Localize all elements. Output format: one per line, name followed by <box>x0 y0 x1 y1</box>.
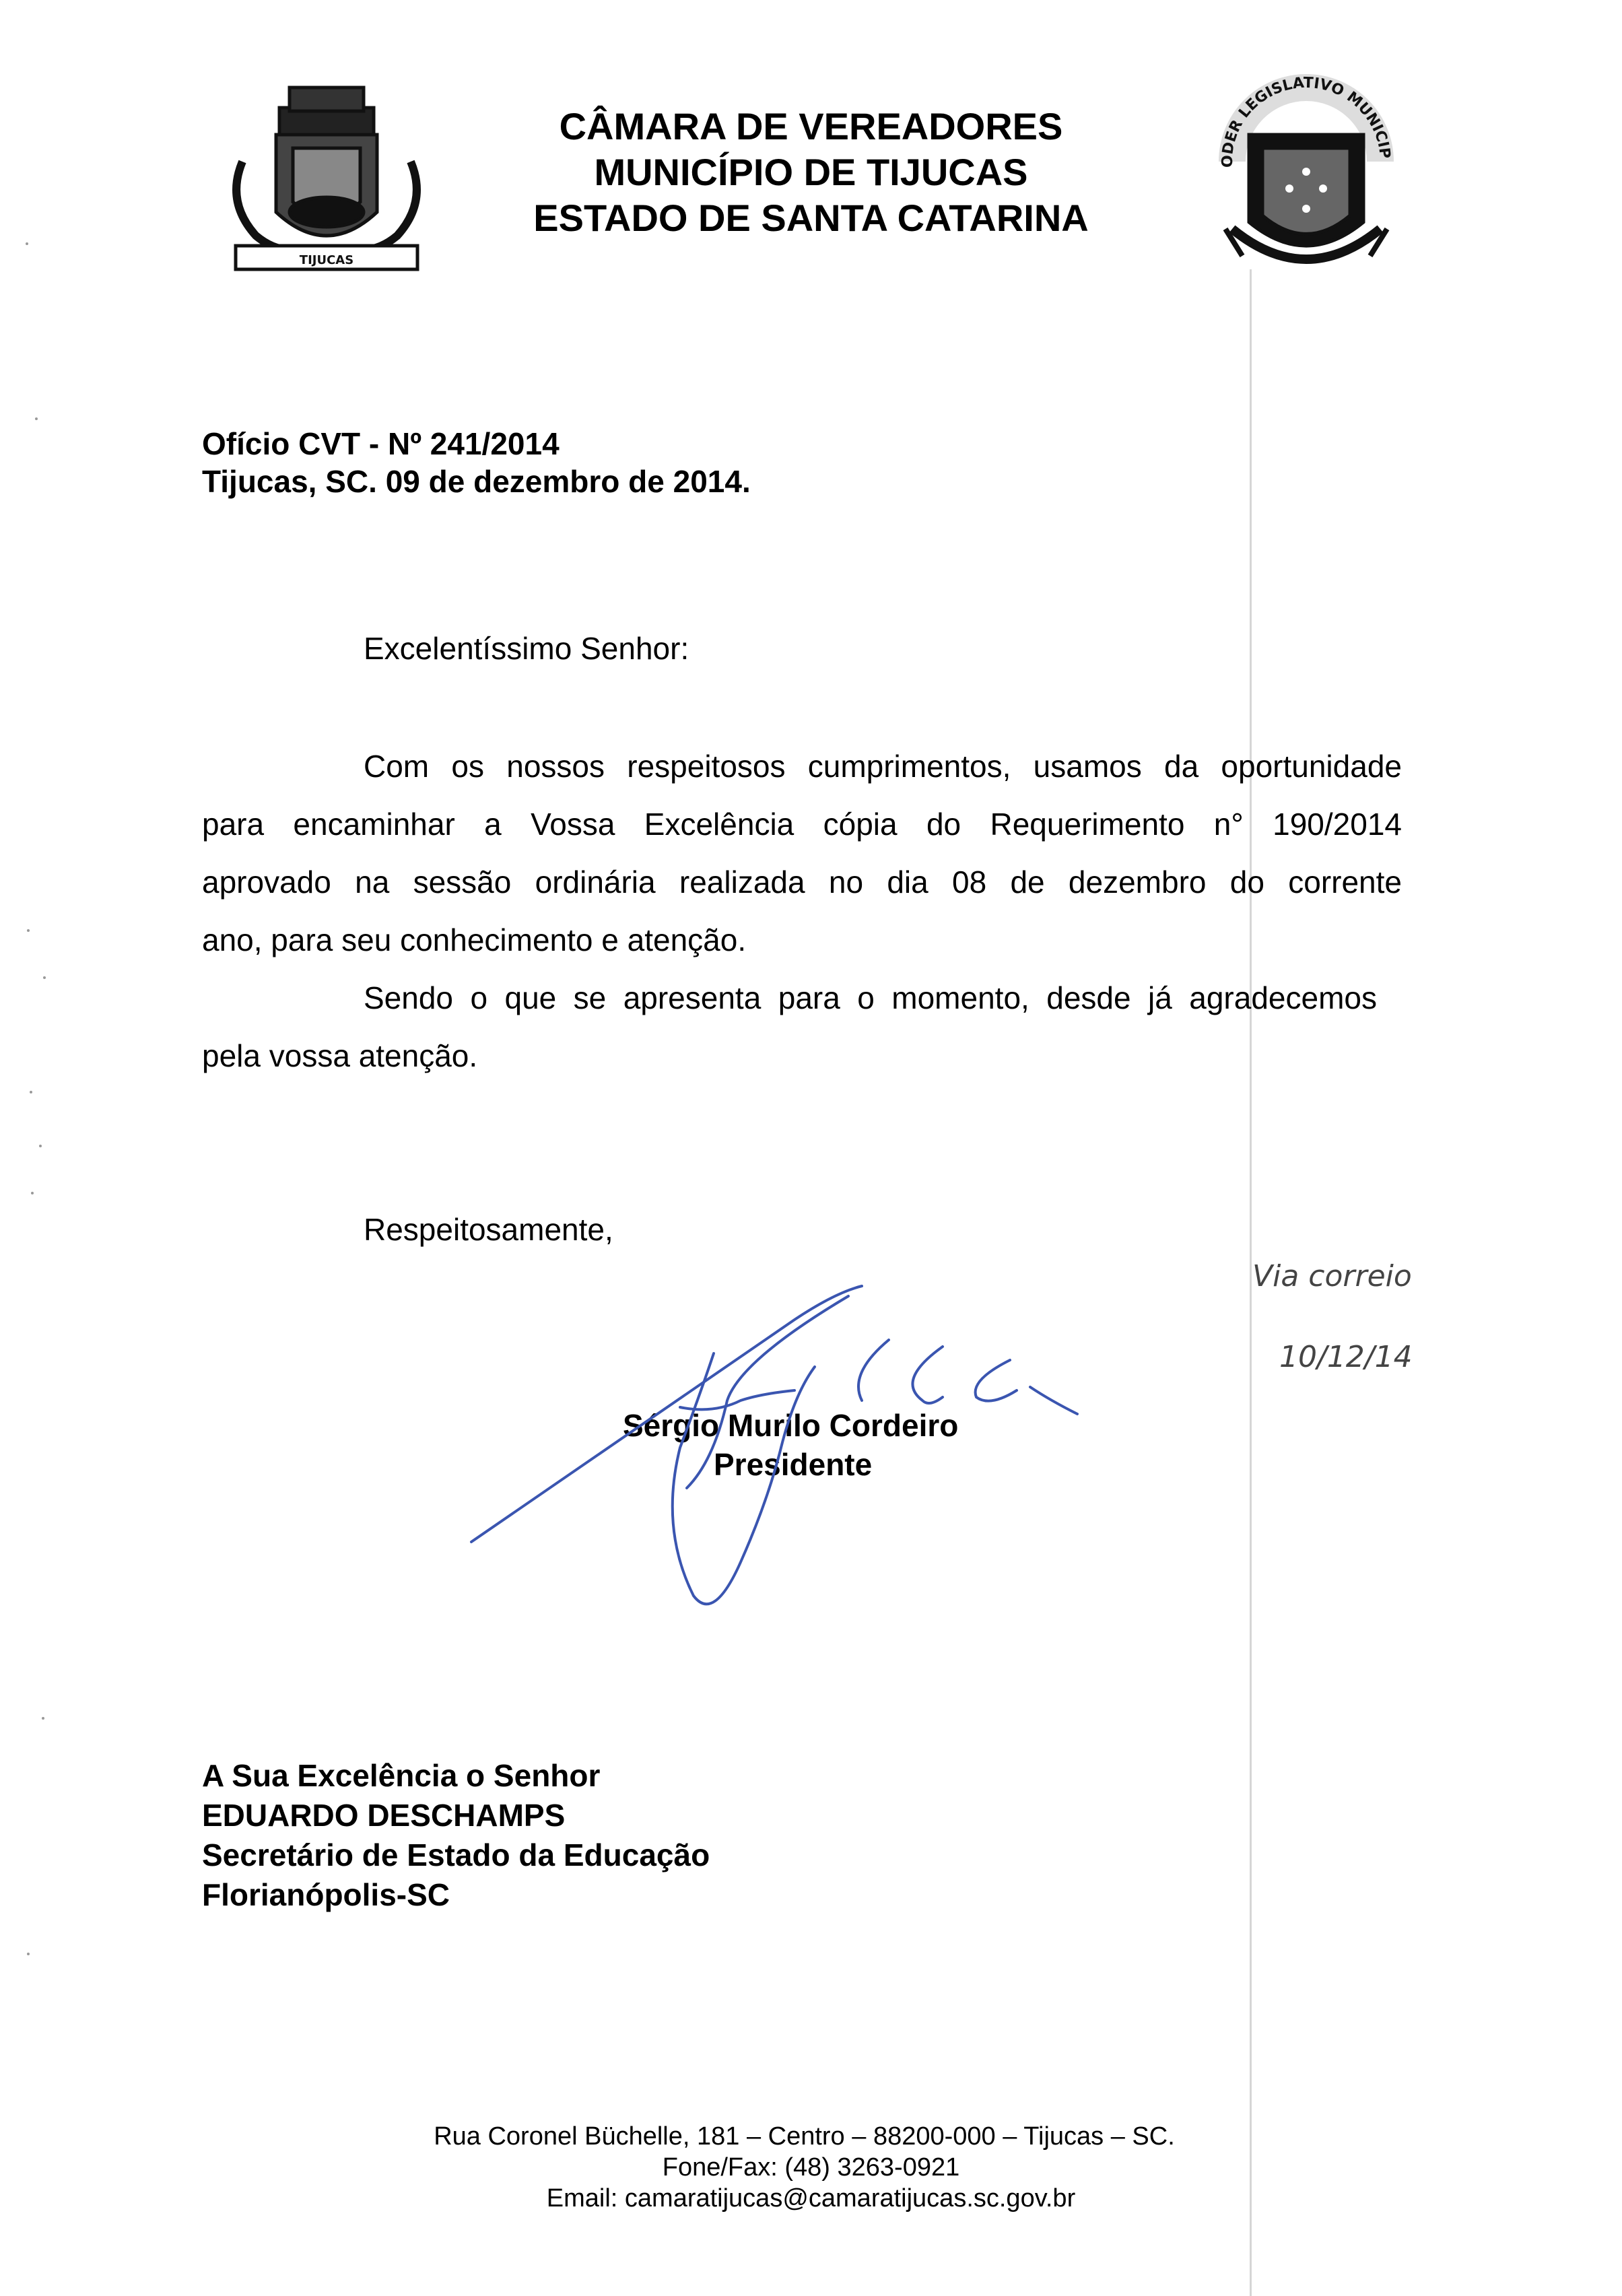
handwritten-note-line-1: Via correio <box>1252 1259 1412 1293</box>
oficio-number: Ofício CVT - Nº 241/2014 <box>202 426 560 461</box>
closing: Respeitosamente, <box>364 1212 613 1247</box>
svg-text:PODER LEGISLATIVO MUNICIPAL: ODER LEGISLATIVO MUNICIP <box>1219 74 1393 168</box>
handwritten-signature <box>458 1246 1131 1623</box>
recipient-line-1: A Sua Excelência o Senhor <box>202 1758 601 1793</box>
header-title-line-2: MUNICÍPIO DE TIJUCAS <box>594 151 1028 193</box>
paragraph-1-line-4: ano, para seu conhecimento e atenção. <box>202 922 747 957</box>
recipient-position: Secretário de Estado da Educação <box>202 1837 710 1872</box>
legislative-seal <box>1205 61 1407 283</box>
scan-fold-line <box>1250 269 1252 2296</box>
paragraph-1-line-1: Com os nossos respeitosos cumprimentos, usamos da oportunidade <box>364 749 1402 784</box>
recipient-city: Florianópolis-SC <box>202 1877 450 1912</box>
header-title-line-3: ESTADO DE SANTA CATARINA <box>533 197 1089 239</box>
footer-phone: Fone/Fax: (48) 3263-0921 <box>662 2153 960 2182</box>
paragraph-2-line-1: Sendo o que se apresenta para o momento, desde já agradecemos <box>364 980 1377 1015</box>
signer-title: Presidente <box>714 1447 873 1482</box>
recipient-name: EDUARDO DESCHAMPS <box>202 1798 566 1833</box>
svg-text:TIJUCAS: TIJUCAS <box>299 253 354 267</box>
header-title-line-1: CÂMARA DE VEREADORES <box>559 105 1063 147</box>
salutation: Excelentíssimo Senhor: <box>364 631 689 666</box>
signer-name: Sérgio Murilo Cordeiro <box>623 1408 959 1443</box>
paragraph-2-line-2: pela vossa atenção. <box>202 1038 478 1073</box>
paragraph-1-line-3: aprovado na sessão ordinária realizada no dia 08 de dezembro do corrente <box>202 865 1402 900</box>
place-date: Tijucas, SC. 09 de dezembro de 2014. <box>202 464 751 499</box>
footer-email: Email: camaratijucas@camaratijucas.sc.gov.br <box>546 2184 1076 2213</box>
paragraph-1-line-2: para encaminhar a Vossa Excelência cópia do Requerimento n° 190/2014 <box>202 807 1402 842</box>
handwritten-note-line-2: 10/12/14 <box>1279 1340 1413 1374</box>
footer-address: Rua Coronel Büchelle, 181 – Centro – 88200-000 – Tijucas – SC. <box>434 2122 1175 2151</box>
